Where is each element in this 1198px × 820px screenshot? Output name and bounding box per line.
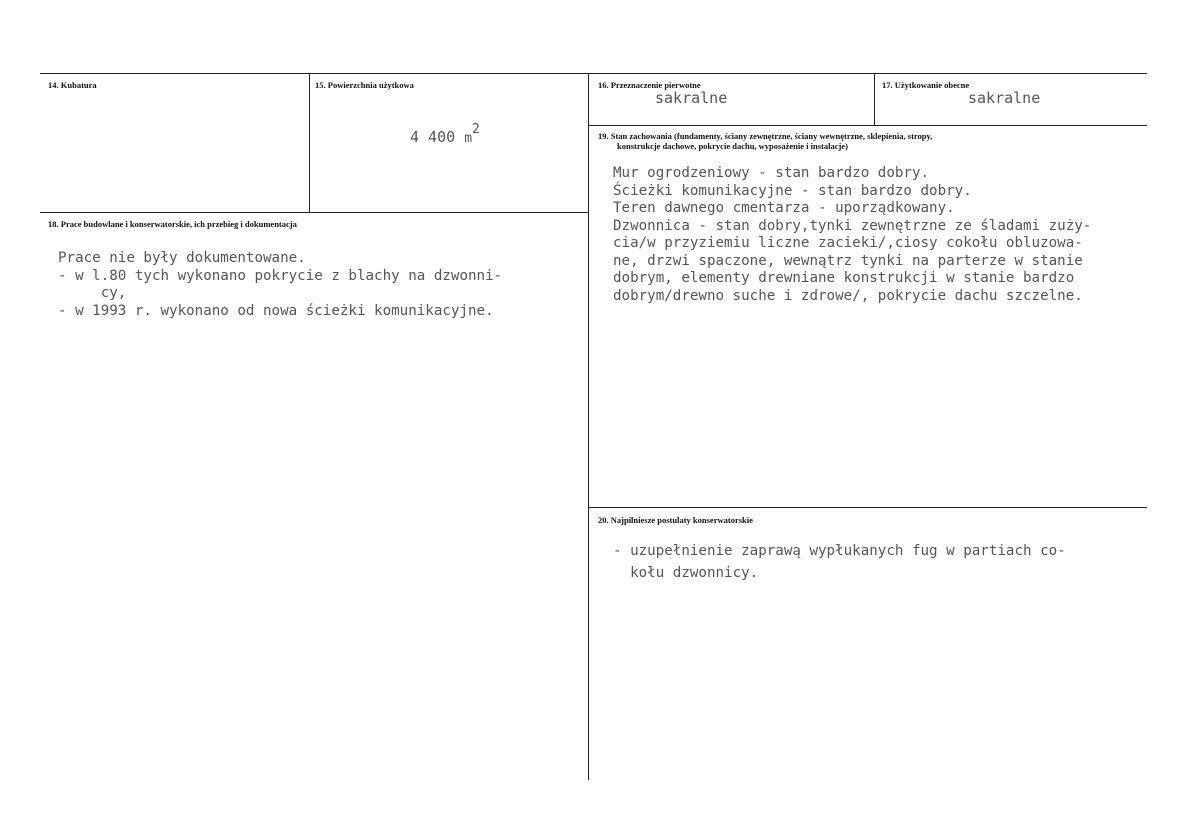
text-line: cia/w przyziemiu liczne zacieki/,ciosy cokołu obluzowa- — [613, 235, 1083, 251]
center-divider — [588, 73, 589, 780]
field-14-label: 14. Kubatura — [48, 80, 97, 90]
text-line: ne, drzwi spaczone, wewnątrz tynki na parterze w stanie — [613, 252, 1083, 269]
field-15-label: 15. Powierzchnia użytkowa — [315, 80, 414, 90]
field-20-label: 20. Najpilniesze postulaty konserwatorskie — [598, 515, 753, 525]
text-line: Ścieżki komunikacyjne - stan bardzo dobry. — [613, 182, 972, 199]
field-17-label: 17. Użytkowanie obecne — [882, 80, 970, 90]
usable-area-unit: m — [464, 131, 473, 146]
text-line: Dzwonnica - stan dobry,tynki zewnętrzne ze śladami zuży- — [613, 217, 1092, 234]
field-19-label-line-1: 19. Stan zachowania (fundamenty, ściany zewnętrzne, ściany wewnętrzne, sklepienia, stropy, — [598, 131, 933, 141]
usable-area-number: 4 400 — [410, 128, 456, 146]
rule-above-20 — [588, 507, 1147, 508]
field-18-label: 18. Prace budowlane i konserwatorskie, ich przebieg i dokumentacja — [48, 219, 297, 229]
original-purpose-value: sakralne — [655, 89, 728, 107]
text-line: dobrym, elementy drewniane konstrukcji w stanie bardzo — [613, 270, 1075, 286]
text-line: cy, — [58, 285, 127, 301]
text-line: - w 1993 r. wykonano od nowa ścieżki komunikacyjne. — [58, 302, 494, 319]
field-18-text — [58, 250, 502, 320]
rule-below-16-17 — [588, 125, 1147, 126]
usable-area-value — [410, 122, 480, 146]
field-19-text — [613, 165, 1091, 305]
text-line: Teren dawnego cmentarza - uporządkowany. — [613, 200, 955, 216]
text-line: - w l.80 tych wykonano pokrycie z blachy na dzwonni- — [58, 267, 503, 284]
usable-area-unit-exponent: 2 — [472, 122, 480, 137]
divider-16-17 — [874, 73, 875, 125]
field-19-label — [598, 131, 932, 151]
field-20-text — [613, 540, 1066, 584]
text-line: Prace nie były dokumentowane. — [58, 250, 306, 266]
text-line: kołu dzwonnicy. — [613, 565, 759, 581]
text-line: Mur ogrodzeniowy - stan bardzo dobry. — [613, 165, 930, 181]
current-use-value: sakralne — [968, 89, 1041, 107]
divider-14-15 — [309, 73, 310, 212]
text-line: dobrym/drewno suche i zdrowe/, pokrycie dachu szczelne. — [613, 287, 1083, 304]
top-rule — [40, 73, 1147, 74]
field-16-label: 16. Przeznaczenie pierwotne — [598, 80, 701, 90]
text-line: - uzupełnienie zaprawą wypłukanych fug w partiach co- — [613, 543, 1066, 559]
rule-below-14-15 — [40, 212, 588, 213]
field-19-label-line-2: konstrukcje dachowe, pokrycie dachu, wyposażenie i instalacje) — [617, 141, 848, 151]
